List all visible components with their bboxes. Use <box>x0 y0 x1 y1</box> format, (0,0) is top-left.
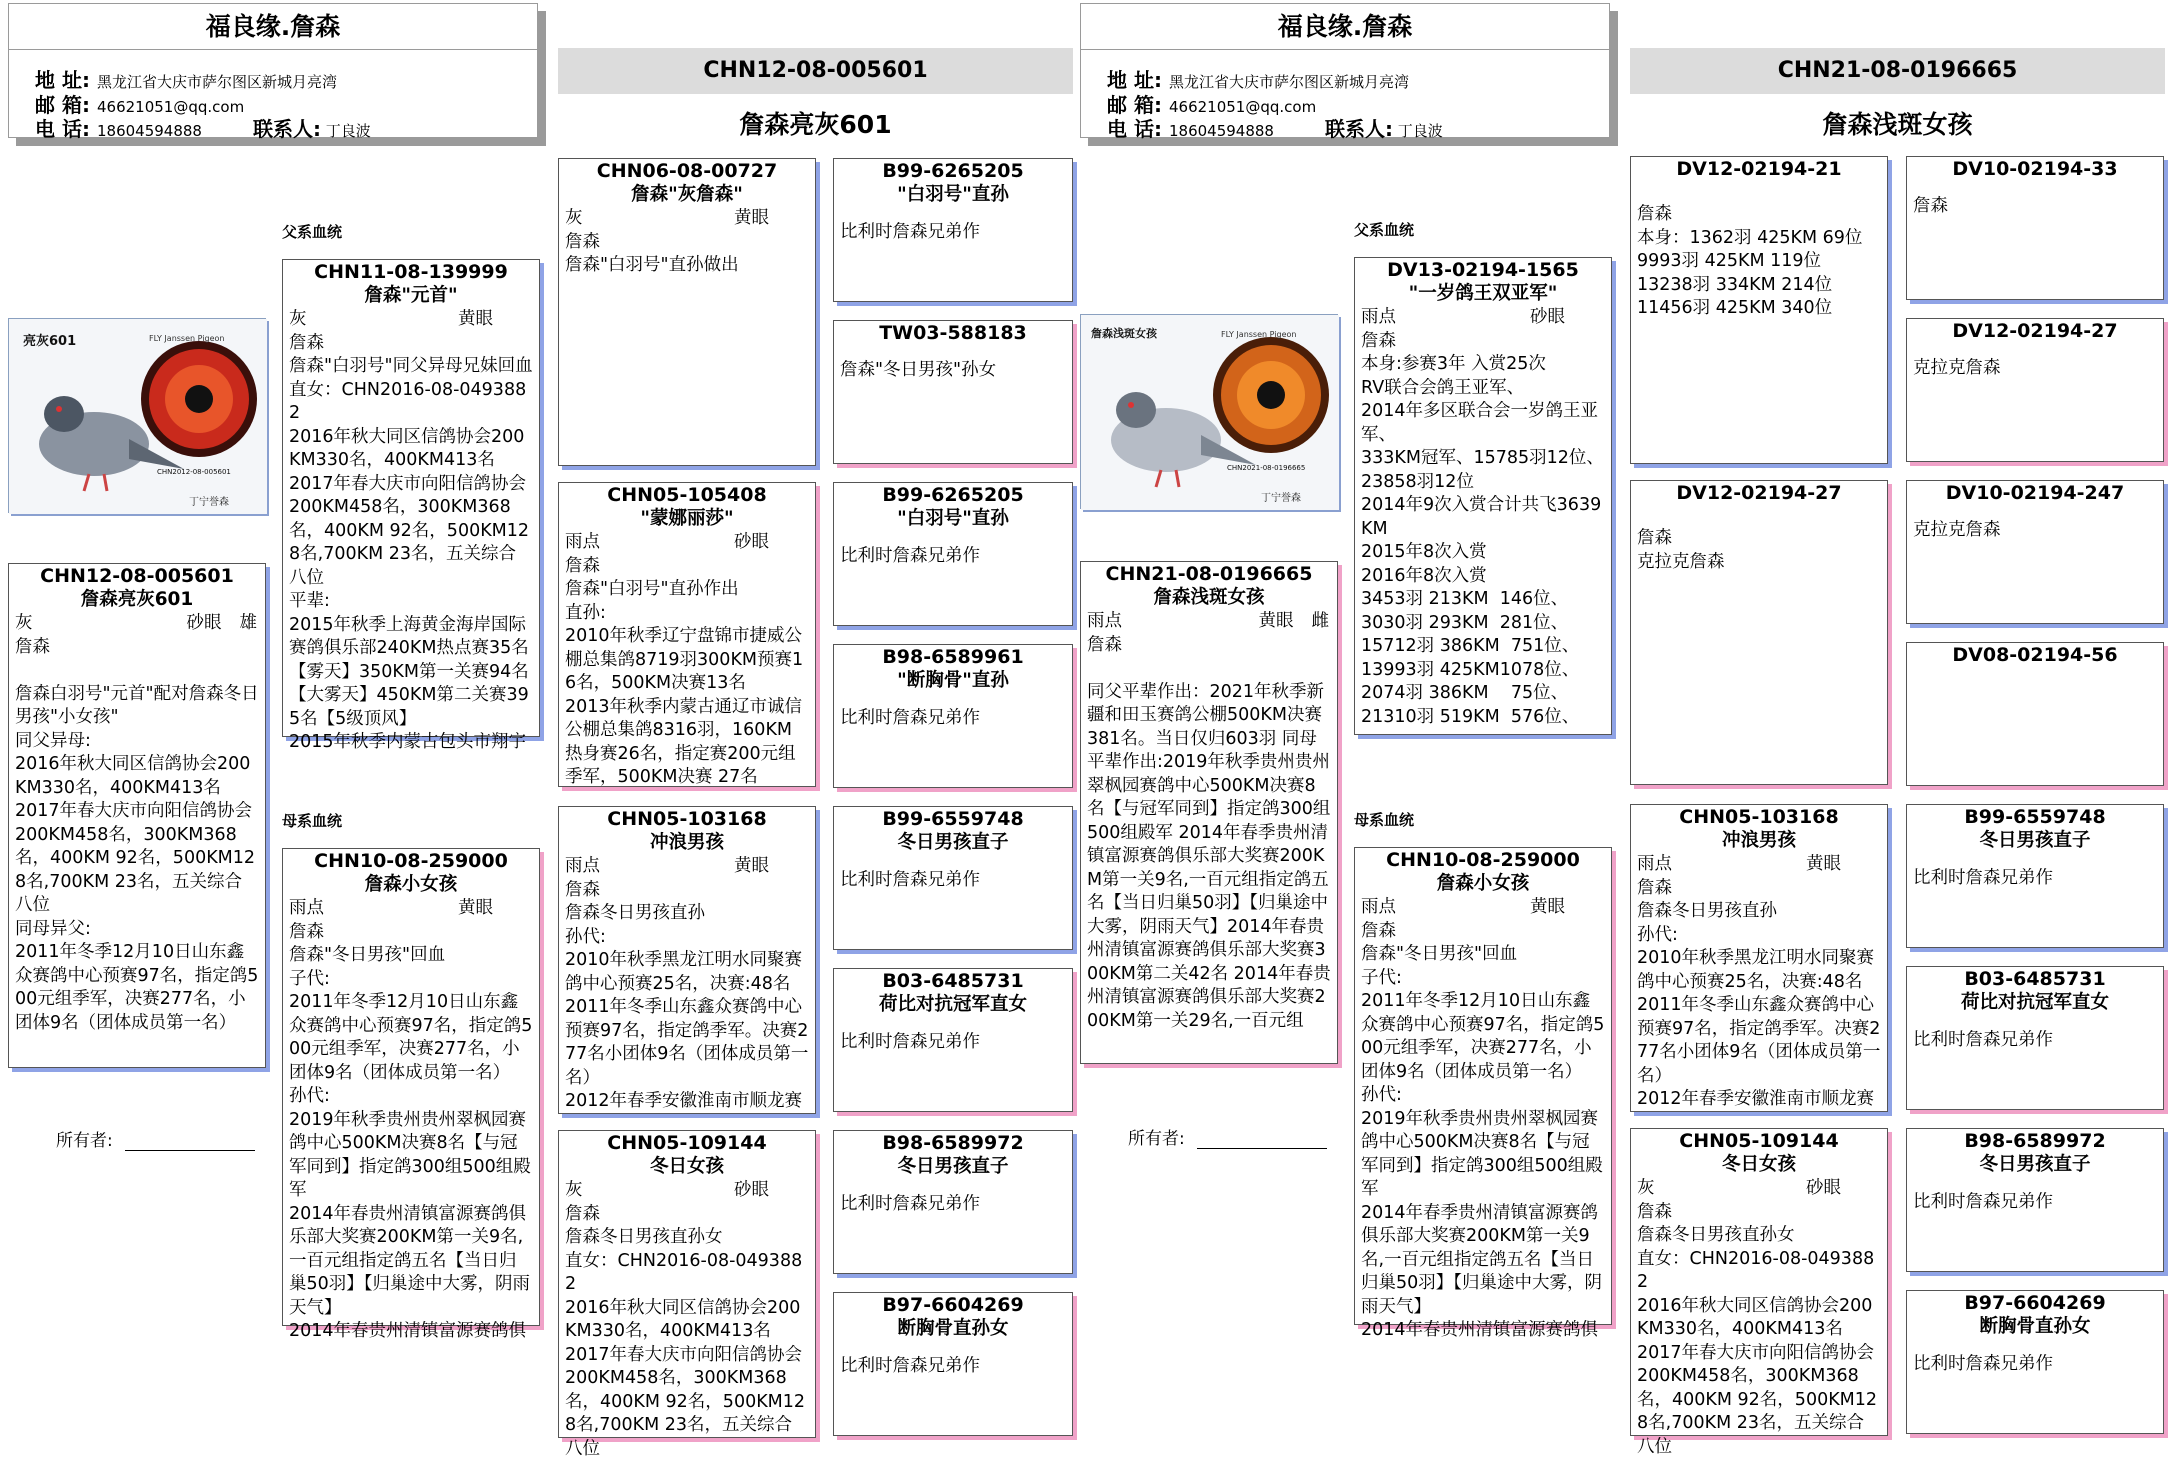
sire-card <box>282 259 540 737</box>
great-grand-card <box>833 482 1073 626</box>
record-text: 比利时詹森兄弟作 <box>1913 1191 2157 1215</box>
ring-number: B99-6559748 <box>840 807 1066 831</box>
ring-number: B99-6559748 <box>1913 805 2157 829</box>
great-grand-card <box>1906 1290 2164 1434</box>
record-text: 詹森 本身:参赛3年 入赏25次 RV联合会鸽王亚军、 2014年多区联合会一岁鸽王亚军、 333KM冠军、15785羽12位、23858羽12位 2014年9次入赏合计共飞3639KM 2015年8次入赏 2016年8次入赏 3453羽 213KM 146位、 3030羽 293KM 281位、 15712羽 386KM 751位、 13993羽 425KM1078位、 2074羽 386KM 75位、 21310羽 519KM 576位、 <box>1361 330 1605 730</box>
dam-card <box>282 848 540 1326</box>
record-text: 詹森 克拉克詹森 <box>1637 527 1881 574</box>
record-text: 克拉克詹森 <box>1913 519 2157 543</box>
ring-number: B99-6265205 <box>840 159 1066 183</box>
grand-dam-card <box>558 482 816 787</box>
subject-card <box>8 563 266 1068</box>
bird-name: 詹森小女孩 <box>289 873 533 897</box>
record-text: 詹森 同父平辈作出：2021年秋季新疆和田玉赛鸽公棚500KM决赛381名。当日仅归603羽 同母平辈作出:2019年秋季贵州贵州翠枫园赛鸽中心500KM决赛8名【与冠军同到】指定鸽300组500组殿军 2014年春季贵州清镇富源赛鸽俱乐部大奖赛200KM第一关9名,一百元组指定鸽五名【当日归巢50羽】【归巢途中大雾，阴雨天气】2014年春贵州清镇富源赛鸽俱乐部大奖赛300KM第二关42名 2014年春贵州清镇富源赛鸽俱乐部大奖赛200KM第一关29名,一百元组 <box>1087 634 1331 1034</box>
phone: 18604594888 <box>97 122 202 140</box>
color: 灰 <box>289 308 307 332</box>
bird-name: 冬日男孩直子 <box>840 831 1066 855</box>
bird-name: 冬日男孩直子 <box>1913 829 2157 853</box>
great-grand-card <box>1906 318 2164 462</box>
record-text: 比利时詹森兄弟作 <box>840 1031 1066 1055</box>
email-label: 邮 箱: <box>1107 89 1169 118</box>
eye: 黄眼 <box>1530 896 1565 920</box>
email-label: 邮 箱: <box>35 89 97 118</box>
record-text: 詹森 詹森白羽号"元首"配对詹森冬日男孩"小女孩" 同父异母: 2016年秋大同区信鸽协会200KM330名，400KM413名 2017年春大庆市向阳信鸽协会200KM458名，300KM368名，400KM 92名，500KM128名,700KM 23名，五关综合八位 同母异父: 2011年冬季12月10日山东鑫众赛鸽中心预赛97名，指定鸽500元组季军，决赛277名，小团体9名（团体成员第一名） <box>15 636 259 1036</box>
ring-number: B98-6589972 <box>1913 1129 2157 1153</box>
address-label: 地 址: <box>35 64 97 93</box>
photo-footer: 丁宁誉森 <box>1261 491 1301 504</box>
color: 灰 <box>15 612 33 636</box>
photo-ring: CHN2012-08-005601 <box>157 468 231 476</box>
ring-number: B98-6589972 <box>840 1131 1066 1155</box>
email: 46621051@qq.com <box>97 98 244 116</box>
great-grand-card <box>833 158 1073 302</box>
ring-number: CHN21-08-0196665 <box>1087 562 1331 586</box>
eye: 黄眼 <box>1259 610 1294 634</box>
color: 灰 <box>565 1179 583 1203</box>
bird-name: "白羽号"直孙 <box>840 183 1066 207</box>
subject-name-heading: 詹森浅斑女孩 <box>1630 105 2165 141</box>
breeder-header <box>8 3 538 138</box>
eye: 砂眼 <box>1806 1177 1841 1201</box>
bird-name: 冬日男孩直子 <box>840 1155 1066 1179</box>
great-grand-card <box>1906 966 2164 1110</box>
mother-line-label: 母系血统 <box>1354 809 1414 830</box>
record-text: 比利时詹森兄弟作 <box>840 221 1066 245</box>
record-text: 詹森 詹森"冬日男孩"回血 子代: 2011年冬季12月10日山东鑫众赛鸽中心预赛97名，指定鸽500元组季军，决赛277名，小团体9名（团体成员第一名） 孙代: 2019年秋季贵州贵州翠枫园赛鸽中心500KM决赛8名【与冠军同到】指定鸽300组500组殿军 2014年春季贵州清镇富源赛鸽俱乐部大奖赛200KM第一关9名,一百元组指定鸽五名【当日归巢50羽】【归巢途中大雾，阴雨天气】 2014年春贵州清镇富源赛鸽俱 <box>1361 920 1605 1343</box>
ring-number: CHN05-109144 <box>565 1131 809 1155</box>
eye: 黄眼 <box>734 855 769 879</box>
record-text: 比利时詹森兄弟作 <box>840 869 1066 893</box>
great-grand-card <box>833 968 1073 1112</box>
photo-title: 亮灰601 <box>23 333 76 349</box>
owner-field <box>1128 1124 1327 1149</box>
photo-brand: FLY Janssen Pigeon <box>149 334 224 343</box>
great-grand-card <box>1906 642 2164 786</box>
ring-number: B99-6265205 <box>840 483 1066 507</box>
record-text: 比利时詹森兄弟作 <box>1913 1029 2157 1053</box>
record-text: 比利时詹森兄弟作 <box>1913 867 2157 891</box>
address: 黑龙江省大庆市萨尔图区新城月亮湾 <box>1169 73 1409 91</box>
bird-name: 詹森"元首" <box>289 284 533 308</box>
record-text: 詹森 詹森冬日男孩直孙女 直女：CHN2016-08-0493882 2016年秋大同区信鸽协会200KM330名，400KM413名 2017年春大庆市向阳信鸽协会200KM458名，300KM368名，400KM 92名，500KM128名,700KM 23名，五关综合八位 <box>565 1203 809 1461</box>
ring-number: DV12-02194-27 <box>1637 481 1881 505</box>
maternal-grand-sire-card <box>558 806 816 1114</box>
bird-name: "白羽号"直孙 <box>840 507 1066 531</box>
ring-number: CHN11-08-139999 <box>289 260 533 284</box>
grand-sire-card <box>1630 156 1888 464</box>
ring-number: B03-6485731 <box>840 969 1066 993</box>
ring-number: CHN05-103168 <box>1637 805 1881 829</box>
great-grand-card <box>833 644 1073 788</box>
bird-name: "一岁鸽王双亚军" <box>1361 282 1605 306</box>
contact-label: 联系人: <box>253 117 321 141</box>
great-grand-card <box>833 320 1073 464</box>
eye: 黄眼 <box>734 207 769 231</box>
subject-ring-bar: CHN21-08-0196665 <box>1630 48 2165 94</box>
color: 灰 <box>1637 1177 1655 1201</box>
photo-title: 詹森浅斑女孩 <box>1091 326 1158 340</box>
ring-number: CHN06-08-00727 <box>565 159 809 183</box>
record-text: 詹森 詹森"白羽号"直孙做出 <box>565 231 809 278</box>
owner-label: 所有者: <box>1128 1129 1185 1149</box>
eye: 黄眼 <box>458 897 493 921</box>
photo-footer: 丁宁誉森 <box>189 495 229 508</box>
eye: 砂眼 <box>1530 306 1565 330</box>
bird-name: 荷比对抗冠军直女 <box>1913 991 2157 1015</box>
sex: 雌 <box>1312 610 1330 634</box>
color: 雨点 <box>1087 610 1122 634</box>
phone-label: 电 话: <box>35 113 97 142</box>
breeder-title: 福良缘.詹森 <box>9 4 537 50</box>
pigeon-photo <box>8 318 266 513</box>
color: 灰 <box>565 207 583 231</box>
contact-label: 联系人: <box>1325 117 1393 141</box>
ring-number: DV12-02194-21 <box>1637 157 1881 181</box>
color: 雨点 <box>565 531 600 555</box>
great-grand-card <box>833 1292 1073 1436</box>
ring-number: DV10-02194-247 <box>1913 481 2157 505</box>
record-text: 比利时詹森兄弟作 <box>1913 1353 2157 1377</box>
record-text: 比利时詹森兄弟作 <box>840 707 1066 731</box>
record-text: 詹森 詹森"白羽号"同父异母兄妹回血 直女：CHN2016-08-0493882 2016年秋大同区信鸽协会200KM330名，400KM413名 2017年春大庆市向阳信鸽协会200KM458名，300KM368名，400KM 92名，500KM128名,700KM 23名，五关综合八位 平辈: 2015年秋季上海黄金海岸国际赛鸽俱乐部240KM热点赛35名【雾天】350KM第一关赛94名【大雾天】450KM第二关赛395名【5级顶风】 2015年秋季内蒙古包头市翔宇 <box>289 332 533 755</box>
sire-card <box>1354 257 1612 735</box>
eye: 黄眼 <box>1806 853 1841 877</box>
maternal-grand-sire-card <box>1630 804 1888 1112</box>
ring-number: CHN05-105408 <box>565 483 809 507</box>
bird-name: 冬日女孩 <box>565 1155 809 1179</box>
color: 雨点 <box>565 855 600 879</box>
ring-number: CHN12-08-005601 <box>15 564 259 588</box>
record-text: 詹森 <box>1913 195 2157 219</box>
breeder-title: 福良缘.詹森 <box>1081 4 1609 50</box>
email: 46621051@qq.com <box>1169 98 1316 116</box>
owner-label: 所有者: <box>56 1131 113 1151</box>
subject-name-heading: 詹森亮灰601 <box>558 105 1073 141</box>
address: 黑龙江省大庆市萨尔图区新城月亮湾 <box>97 73 337 91</box>
phone-label: 电 话: <box>1107 113 1169 142</box>
owner-line <box>1197 1131 1327 1149</box>
ring-number: B97-6604269 <box>840 1293 1066 1317</box>
color: 雨点 <box>1361 896 1396 920</box>
record-text: 詹森 詹森冬日男孩直孙 孙代: 2010年秋季黑龙江明水同聚赛鸽中心预赛25名，决赛:48名 2011年冬季山东鑫众赛鸽中心预赛97名，指定鸽季军。决赛277名小团体9名（团体成员第一名） 2012年春季安徽淮南市顺龙赛 <box>565 879 809 1114</box>
bird-name: 詹森亮灰601 <box>15 588 259 612</box>
eye: 黄眼 <box>458 308 493 332</box>
bird-name: "断胸骨"直孙 <box>840 669 1066 693</box>
ring-number: DV10-02194-33 <box>1913 157 2157 181</box>
owner-field <box>56 1126 255 1151</box>
grand-sire-card <box>558 158 816 466</box>
mother-line-label: 母系血统 <box>282 810 342 831</box>
record-text: 詹森 詹森冬日男孩直孙女 直女：CHN2016-08-0493882 2016年秋大同区信鸽协会200KM330名，400KM413名 2017年春大庆市向阳信鸽协会200KM458名，300KM368名，400KM 92名，500KM128名,700KM 23名，五关综合八位 <box>1637 1201 1881 1460</box>
record-text: 比利时詹森兄弟作 <box>840 1355 1066 1379</box>
record-text: 詹森 本身：1362羽 425KM 69位 9993羽 425KM 119位 13238羽 334KM 214位 11456羽 425KM 340位 <box>1637 203 1881 321</box>
bird-name: 詹森"灰詹森" <box>565 183 809 207</box>
contact-name: 丁良波 <box>1398 122 1443 140</box>
eye: 砂眼 <box>187 612 222 636</box>
photo-ring: CHN2021-08-0196665 <box>1227 464 1305 472</box>
ring-number: CHN05-109144 <box>1637 1129 1881 1153</box>
owner-line <box>125 1133 255 1151</box>
subject-card <box>1080 561 1338 1064</box>
ring-number: TW03-588183 <box>840 321 1066 345</box>
record-text: 克拉克詹森 <box>1913 357 2157 381</box>
color: 雨点 <box>289 897 324 921</box>
father-line-label: 父系血统 <box>1354 219 1414 240</box>
dam-card <box>1354 847 1612 1325</box>
color: 雨点 <box>1637 853 1672 877</box>
ring-number: B03-6485731 <box>1913 967 2157 991</box>
address-label: 地 址: <box>1107 64 1169 93</box>
great-grand-card <box>833 806 1073 950</box>
father-line-label: 父系血统 <box>282 221 342 242</box>
subject-ring-bar: CHN12-08-005601 <box>558 48 1073 94</box>
ring-number: DV13-02194-1565 <box>1361 258 1605 282</box>
bird-name: 詹森小女孩 <box>1361 872 1605 896</box>
eye: 砂眼 <box>734 1179 769 1203</box>
great-grand-card <box>1906 1128 2164 1272</box>
ring-number: CHN05-103168 <box>565 807 809 831</box>
great-grand-card <box>1906 156 2164 300</box>
ring-number: DV08-02194-56 <box>1913 643 2157 667</box>
bird-name: 冬日男孩直子 <box>1913 1153 2157 1177</box>
bird-name: 冲浪男孩 <box>1637 829 1881 853</box>
bird-name: 冲浪男孩 <box>565 831 809 855</box>
contact-name: 丁良波 <box>326 122 371 140</box>
ring-number: B97-6604269 <box>1913 1291 2157 1315</box>
maternal-grand-dam-card <box>1630 1128 1888 1436</box>
record-text: 詹森 詹森"冬日男孩"回血 子代: 2011年冬季12月10日山东鑫众赛鸽中心预赛97名，指定鸽500元组季军，决赛277名，小团体9名（团体成员第一名） 孙代: 2019年秋季贵州贵州翠枫园赛鸽中心500KM决赛8名【与冠军同到】指定鸽300组500组殿军 2014年春贵州清镇富源赛鸽俱乐部大奖赛200KM第一关9名,一百元组指定鸽五名【当日归巢50羽】【归巢途中大雾，阴雨天气】 2014年春贵州清镇富源赛鸽俱 <box>289 921 533 1344</box>
phone: 18604594888 <box>1169 122 1274 140</box>
record-text: 比利时詹森兄弟作 <box>840 1193 1066 1217</box>
ring-number: DV12-02194-27 <box>1913 319 2157 343</box>
great-grand-card <box>1906 804 2164 948</box>
ring-number: B98-6589961 <box>840 645 1066 669</box>
great-grand-card <box>833 1130 1073 1274</box>
record-text: 詹森"冬日男孩"孙女 <box>840 359 1066 383</box>
bird-name: "蒙娜丽莎" <box>565 507 809 531</box>
maternal-grand-dam-card <box>558 1130 816 1438</box>
ring-number: CHN10-08-259000 <box>289 849 533 873</box>
pigeon-photo <box>1080 314 1338 509</box>
record-text: 詹森 詹森"白羽号"直孙作出 直孙: 2010年秋季辽宁盘锦市捷威公棚总集鸽8719羽300KM预赛16名，500KM决赛13名 2013年秋季内蒙古通辽市诚信公棚总集鸽8316羽，160KM热身赛26名，指定赛200元组 季军，500KM决赛 27名 <box>565 555 809 790</box>
bird-name: 冬日女孩 <box>1637 1153 1881 1177</box>
bird-name: 荷比对抗冠军直女 <box>840 993 1066 1017</box>
eye: 砂眼 <box>734 531 769 555</box>
ring-number: CHN10-08-259000 <box>1361 848 1605 872</box>
bird-name: 断胸骨直孙女 <box>840 1317 1066 1341</box>
color: 雨点 <box>1361 306 1396 330</box>
bird-name: 断胸骨直孙女 <box>1913 1315 2157 1339</box>
photo-brand: FLY Janssen Pigeon <box>1221 330 1296 339</box>
sex: 雄 <box>240 612 258 636</box>
record-text: 比利时詹森兄弟作 <box>840 545 1066 569</box>
grand-dam-card <box>1630 480 1888 785</box>
breeder-header <box>1080 3 1610 138</box>
record-text: 詹森 詹森冬日男孩直孙 孙代: 2010年秋季黑龙江明水同聚赛鸽中心预赛25名，决赛:48名 2011年冬季山东鑫众赛鸽中心预赛97名，指定鸽季军。决赛277名小团体9名（团体成员第一名） 2012年春季安徽淮南市顺龙赛 <box>1637 877 1881 1112</box>
great-grand-card <box>1906 480 2164 624</box>
bird-name: 詹森浅斑女孩 <box>1087 586 1331 610</box>
